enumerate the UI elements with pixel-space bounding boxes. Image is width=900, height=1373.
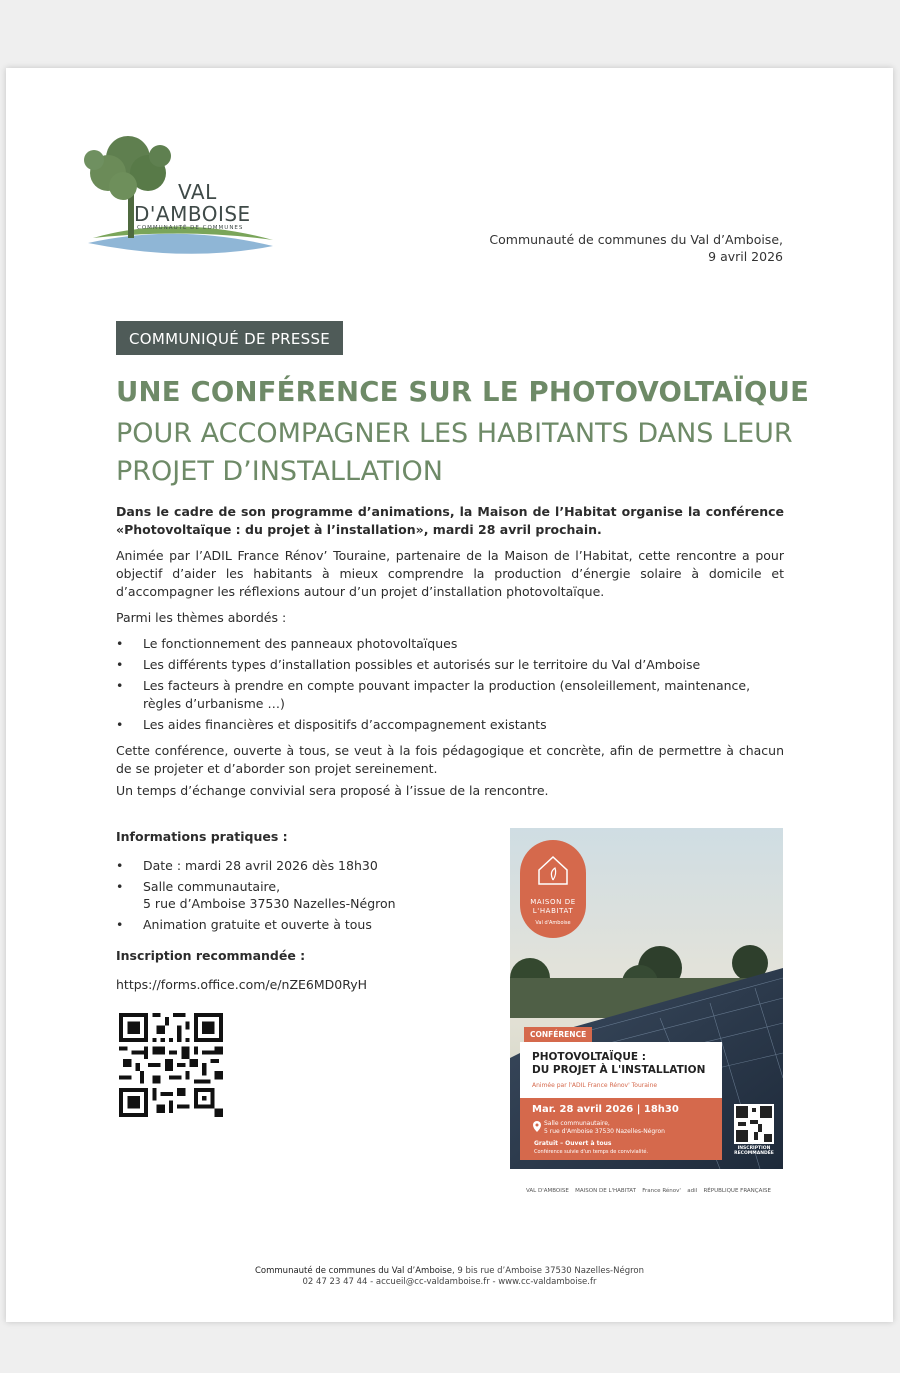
headline-title: UNE CONFÉRENCE SUR LE PHOTOVOLTAÏQUE — [116, 376, 810, 408]
poster-animated-by: Animée par l'ADIL France Rénov' Touraine — [532, 1082, 658, 1089]
location-pin-icon — [533, 1121, 541, 1132]
partner-republique: RÉPUBLIQUE FRANÇAISE — [703, 1188, 771, 1194]
sender-line1: Communauté de communes du Val d’Amboise, — [489, 232, 783, 247]
list-item: • Le fonctionnement des panneaux photovoltaïques — [116, 635, 784, 653]
footer-org: Communauté de communes du Val d’Amboise — [254, 1266, 452, 1276]
partner-val-damboise: VAL D'AMBOISE — [526, 1188, 569, 1194]
body-text — [116, 503, 784, 808]
qr-code[interactable] — [119, 1013, 223, 1117]
poster-qr-label: INSCRIPTION RECOMMANDÉE — [734, 1146, 774, 1156]
poster-address2: 5 rue d'Amboise 37530 Nazelles-Négron — [544, 1128, 665, 1135]
poster-title2: DU PROJET À L'INSTALLATION — [532, 1064, 706, 1076]
paragraph-1: Animée par l’ADIL France Rénov’ Touraine, partenaire de la Maison de l’Habitat, cette rencontre a pour objectif d’aider les habitants à mieux comprendre la production d’énergie solaire à domicile et d’accompagner les réflexions autour d’un projet d’installation photovoltaïque. — [116, 548, 784, 599]
document-page — [6, 68, 893, 1322]
info-label: Informations pratiques : — [116, 829, 288, 844]
footer-address: , 9 bis rue d’Amboise 37530 Nazelles-Négron — [451, 1266, 644, 1276]
partner-adil: adil — [687, 1188, 698, 1194]
inscription-link[interactable]: https://forms.office.com/e/nZE6MD0RyH — [116, 977, 368, 992]
poster-title-box — [520, 1042, 722, 1098]
poster-org1: MAISON DE — [530, 898, 576, 906]
partner-france-renov: France Rénov' — [642, 1188, 681, 1194]
info-list — [116, 857, 446, 933]
footer-contact: 02 47 23 47 44 - accueil@cc-valdamboise.fr - www.cc-valdamboise.fr — [302, 1277, 597, 1287]
themes-intro: Parmi les thèmes abordés : — [116, 610, 287, 625]
headline-subtitle: POUR ACCOMPAGNER LES HABITANTS DANS LEUR PROJET D’INSTALLATION — [116, 418, 793, 487]
tree-icon — [68, 128, 278, 263]
poster-address1: Salle communautaire, — [544, 1120, 610, 1127]
poster-tag: CONFÉRENCE — [524, 1027, 592, 1042]
list-item: • Les différents types d’installation possibles et autorisés sur le territoire du Val d’Amboise — [116, 656, 784, 674]
logo-subtitle: COMMUNAUTÉ DE COMMUNES — [137, 225, 244, 231]
info-date: • Date : mardi 28 avril 2026 dès 18h30 — [116, 857, 446, 874]
logo-line2: D'AMBOISE — [134, 202, 251, 226]
paragraph-2: Cette conférence, ouverte à tous, se veut à la fois pédagogique et concrète, afin de permettre à chacun de se projeter et d’aborder son projet sereinement. — [116, 743, 784, 776]
poster-date: Mar. 28 avril 2026 | 18h30 — [532, 1104, 679, 1115]
list-item: • Les aides financières et dispositifs d’accompagnement existants — [116, 716, 784, 734]
poster-qr-code — [734, 1104, 774, 1144]
house-icon — [533, 850, 573, 890]
poster-org2: L'HABITAT — [532, 907, 574, 915]
footer — [6, 1266, 893, 1288]
partner-maison-habitat: MAISON DE L'HABITAT — [575, 1188, 636, 1194]
lead-paragraph: Dans le cadre de son programme d’animations, la Maison de l’Habitat organise la conférence «Photovoltaïque : du projet à l’installation», mardi 28 avril prochain. — [116, 504, 784, 537]
sender-block — [489, 231, 783, 265]
themes-list — [116, 635, 784, 734]
poster-conviviality: Conférence suivie d'un temps de convivialité. — [534, 1149, 649, 1155]
conference-poster — [510, 828, 783, 1169]
val-damboise-logo — [68, 128, 278, 263]
poster-free: Gratuit – Ouvert à tous — [534, 1140, 612, 1147]
poster-title1: PHOTOVOLTAÏQUE : — [532, 1051, 646, 1063]
poster-details-box — [520, 1098, 722, 1160]
list-item: • Les facteurs à prendre en compte pouvant impacter la production (ensoleillement, maintenance, règles d’urbanisme …) — [116, 677, 784, 713]
logo-line1: VAL — [178, 180, 217, 204]
paragraph-3: Un temps d’échange convivial sera proposé à l’issue de la rencontre. — [116, 783, 549, 798]
info-free: • Animation gratuite et ouverte à tous — [116, 916, 446, 933]
poster-org3: Val d'Amboise — [535, 920, 571, 926]
press-release-tag: COMMUNIQUÉ DE PRESSE — [116, 321, 343, 355]
practical-info — [116, 828, 446, 1007]
maison-habitat-badge — [520, 840, 586, 938]
partner-logos — [526, 1176, 771, 1206]
sender-date: 9 avril 2026 — [708, 249, 783, 264]
info-place: • Salle communautaire, 5 rue d’Amboise 37530 Nazelles-Négron — [116, 878, 446, 912]
inscription-label: Inscription recommandée : — [116, 948, 306, 963]
